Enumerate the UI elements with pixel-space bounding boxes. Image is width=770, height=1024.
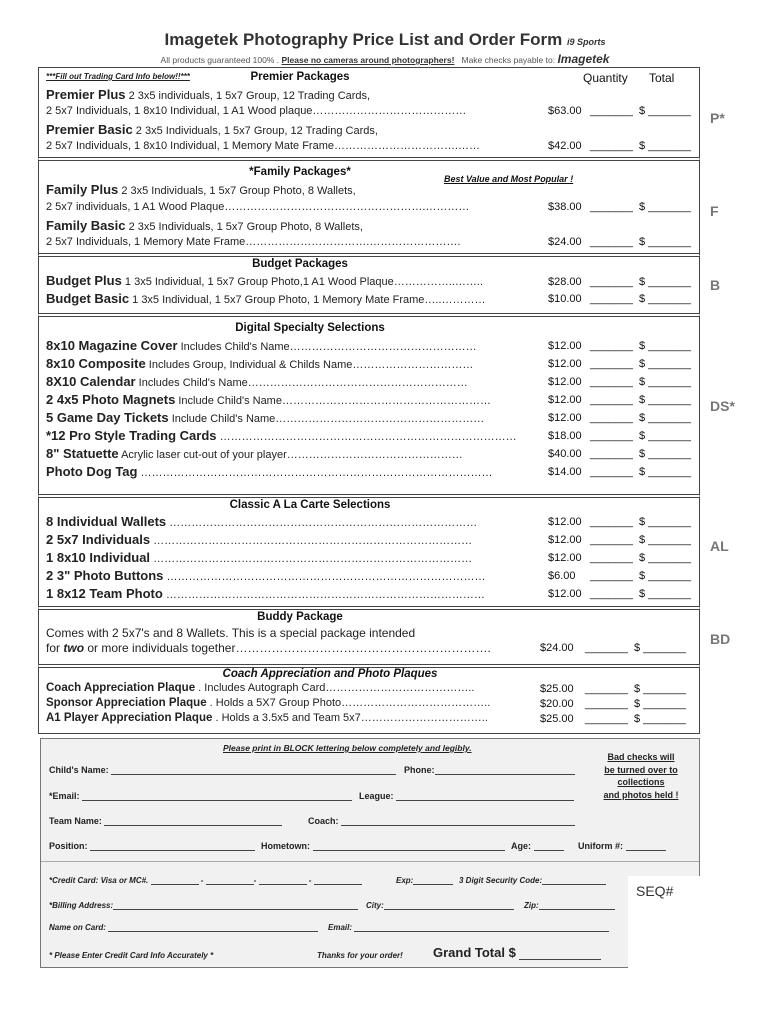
city-field[interactable]: City: <box>366 901 514 910</box>
brand-name: Imagetek <box>557 52 610 66</box>
item-desc: ………………………………………………………………………… <box>169 517 478 529</box>
team-name-field[interactable]: Team Name: <box>49 816 282 826</box>
item-price: $25.00 <box>540 713 574 725</box>
grand-total-field[interactable]: Grand Total $ <box>433 945 601 960</box>
hometown-field[interactable]: Hometown: <box>261 841 505 851</box>
item-price: $12.00 <box>548 516 582 528</box>
family-plus-line2 <box>46 201 469 213</box>
section-code: BD <box>710 631 731 647</box>
item-desc: Acrylic laser cut-out of your player………………………………………… <box>121 449 463 461</box>
coach-field[interactable]: Coach: <box>308 816 575 826</box>
item-price: $63.00 <box>548 105 582 117</box>
item-price: $12.00 <box>548 376 582 388</box>
item-desc: Include Child's Name………………………………………………… <box>171 413 485 425</box>
item-desc: 2 3x5 Individuals, 1 5x7 Group Photo, 8 Wallets, <box>128 221 363 233</box>
item-price: $42.00 <box>548 140 582 152</box>
item-desc: . Includes Autograph Card………………………………….. <box>198 682 475 694</box>
digital-row <box>46 392 546 407</box>
order-blanks[interactable]: _______ $ _______ <box>590 448 691 460</box>
item-desc: Includes Child's Name…………………………………………… <box>180 341 477 353</box>
item-desc: 2 3x5 Individuals, 1 5x7 Group Photo, 8 Wallets, <box>121 185 356 197</box>
title-suffix: i9 Sports <box>566 37 606 47</box>
item-price: $12.00 <box>548 394 582 406</box>
digital-row <box>46 356 546 371</box>
order-blanks[interactable]: _______ $ _______ <box>590 466 691 478</box>
order-blanks[interactable]: _______ $ _______ <box>590 534 691 546</box>
order-info-form <box>40 738 700 968</box>
alacarte-row <box>46 550 546 565</box>
item-name: 8" Statuette <box>46 446 119 461</box>
item-desc: Includes Group, Individual & Childs Name…………………………… <box>148 359 474 371</box>
position-field[interactable]: Position: <box>49 841 255 851</box>
digital-row <box>46 446 546 461</box>
item-name: Family Plus <box>46 182 119 197</box>
premier-basic-line1 <box>46 122 378 137</box>
item-price: $24.00 <box>540 642 574 654</box>
name-on-card-field[interactable]: Name on Card: <box>49 923 318 932</box>
item-price: $12.00 <box>548 412 582 424</box>
budget-heading: Budget Packages <box>252 258 348 270</box>
family-heading: *Family Packages* <box>249 166 351 178</box>
budget-basic-line <box>46 291 486 306</box>
premier-plus-line2 <box>46 105 466 117</box>
item-desc: 1 3x5 Individual, 1 5x7 Group Photo,1 A1 Wood Plaque……………..…….. <box>124 276 484 288</box>
seq-number-box: SEQ# <box>628 876 708 968</box>
item-desc: Includes Child's Name…………………………………………………… <box>138 377 468 389</box>
best-value-tag: Best Value and Most Popular ! <box>444 174 574 184</box>
thanks-note: Thanks for your order! <box>317 951 403 960</box>
childs-name-field[interactable]: Child's Name: <box>49 765 396 775</box>
item-desc: ……………………………………………………………………… <box>219 431 517 443</box>
order-blanks[interactable]: _______ $ _______ <box>585 642 686 654</box>
order-blanks[interactable]: _______ $ _______ <box>590 276 691 288</box>
item-name: Coach Appreciation Plaque <box>46 682 196 694</box>
item-desc: …………………………………………………………………………… <box>165 589 485 601</box>
buddy-desc-line2: for two or more individuals together………………………………………………………. <box>46 641 491 655</box>
item-desc: …………………………………………………………………………… <box>166 571 486 583</box>
item-name: 2 3" Photo Buttons <box>46 568 164 583</box>
item-name: Premier Plus <box>46 87 126 102</box>
payable-text: Make checks payable to: <box>461 55 556 65</box>
item-price: $12.00 <box>548 340 582 352</box>
uniform-field[interactable]: Uniform #: <box>578 841 666 851</box>
order-blanks[interactable]: _______ $ _______ <box>585 713 686 725</box>
family-basic-line2 <box>46 236 460 248</box>
cc-accuracy-note: * Please Enter Credit Card Info Accurately * <box>49 951 214 960</box>
digital-row <box>46 374 546 389</box>
order-blanks[interactable]: _______ $ _______ <box>590 293 691 305</box>
order-blanks[interactable]: _______ $ _______ <box>590 430 691 442</box>
quantity-header: Quantity <box>583 71 628 85</box>
item-price: $28.00 <box>548 276 582 288</box>
item-name: Budget Plus <box>46 273 122 288</box>
item-desc: . Holds a 5X7 Group Photo………………………………….. <box>209 697 491 709</box>
buddy-desc-line1: Comes with 2 5x7's and 8 Wallets. This is a special package intended <box>46 626 416 640</box>
order-blanks[interactable]: _______ $ _______ <box>590 570 691 582</box>
item-desc: 2 5x7 individuals, 1 A1 Wood Plaque……………………………………………….………… <box>46 201 470 213</box>
form-instructions: Please print in BLOCK lettering below completely and legibly. <box>223 743 472 753</box>
item-desc: 1 3x5 Individual, 1 5x7 Group Photo, 1 Memory Mate Frame…..………… <box>132 294 486 306</box>
order-blanks[interactable]: _______ $ _______ <box>590 588 691 600</box>
exp-field[interactable]: Exp: <box>396 876 453 885</box>
alacarte-heading: Classic A La Carte Selections <box>229 499 391 511</box>
order-blanks[interactable]: _______ $ _______ <box>585 683 686 695</box>
guarantee-text: All products guaranteed 100% . <box>160 55 280 65</box>
order-blanks[interactable]: _______ $ _______ <box>590 358 691 370</box>
item-price: $12.00 <box>548 358 582 370</box>
order-blanks[interactable]: _______ $ _______ <box>590 201 691 213</box>
order-blanks[interactable]: _______ $ _______ <box>585 698 686 710</box>
item-name: 5 Game Day Tickets <box>46 410 169 425</box>
page-title <box>0 30 770 50</box>
item-desc: …………………………………………………………………………………… <box>140 467 493 479</box>
league-field[interactable]: League: <box>359 791 574 801</box>
item-name: Sponsor Appreciation Plaque <box>46 697 207 709</box>
digital-row <box>46 338 546 353</box>
item-name: Budget Basic <box>46 291 130 306</box>
section-code: DS* <box>710 398 735 414</box>
item-name: 8x10 Magazine Cover <box>46 338 178 353</box>
section-code: F <box>710 203 719 219</box>
item-desc: 2 5x7 Individuals, 1 Memory Mate Frame…………………………….……………………. <box>46 236 461 248</box>
coach-row <box>46 712 538 724</box>
item-name: 8X10 Calendar <box>46 374 136 389</box>
item-desc: 2 3x5 Individuals, 1 5x7 Group, 12 Trading Cards, <box>135 125 378 137</box>
item-name: 2 4x5 Photo Magnets <box>46 392 176 407</box>
item-name: 1 8x12 Team Photo <box>46 586 163 601</box>
trading-card-note: ***Fill out Trading Card Info below!!*** <box>46 72 190 81</box>
digital-row <box>46 464 546 479</box>
total-header: Total <box>649 71 675 85</box>
coach-heading: Coach Appreciation and Photo Plaques <box>222 668 438 680</box>
section-code: P* <box>710 110 725 126</box>
item-name: *12 Pro Style Trading Cards <box>46 428 217 443</box>
alacarte-row <box>46 514 546 529</box>
budget-plus-line <box>46 273 483 288</box>
buddy-heading: Buddy Package <box>257 611 343 623</box>
digital-row <box>46 410 546 425</box>
family-basic-line1 <box>46 218 363 233</box>
item-price: $12.00 <box>548 552 582 564</box>
item-name: Family Basic <box>46 218 126 233</box>
digital-heading: Digital Specialty Selections <box>235 322 385 334</box>
age-field[interactable]: Age: <box>511 841 564 851</box>
item-name: 8x10 Composite <box>46 356 146 371</box>
subtitle-line <box>0 52 770 66</box>
premier-basic-line2 <box>46 140 480 152</box>
title-text: Imagetek Photography Price List and Order Form <box>164 30 563 49</box>
item-price: $20.00 <box>540 698 574 710</box>
alacarte-row <box>46 532 546 547</box>
item-desc: 2 5x7 Individuals, 1 8x10 Individual, 1 Memory Mate Frame…………………………….…… <box>46 140 481 152</box>
premier-heading: Premier Packages <box>250 71 350 83</box>
item-price: $12.00 <box>548 534 582 546</box>
coach-row <box>46 682 538 694</box>
item-desc: 2 3x5 individuals, 1 5x7 Group, 12 Trading Cards, <box>128 90 371 102</box>
order-blanks[interactable]: _______ $ _______ <box>590 394 691 406</box>
item-price: $18.00 <box>548 430 582 442</box>
no-cameras-text: Please no cameras around photographers! <box>281 55 455 65</box>
item-price: $38.00 <box>548 201 582 213</box>
item-price: $25.00 <box>540 683 574 695</box>
section-code: AL <box>710 538 729 554</box>
order-blanks[interactable]: _______ $ _______ <box>590 412 691 424</box>
alacarte-row <box>46 568 546 583</box>
family-plus-line1 <box>46 182 356 197</box>
order-blanks[interactable]: _______ $ _______ <box>590 105 691 117</box>
credit-card-field[interactable]: *Credit Card: Visa or MC#. - - - <box>49 876 362 885</box>
email2-field[interactable]: Email: <box>328 923 609 932</box>
security-code-field[interactable]: 3 Digit Security Code: <box>459 876 606 885</box>
email-field[interactable]: *Email: <box>49 791 352 801</box>
item-name: 2 5x7 Individuals <box>46 532 151 547</box>
item-desc: . Holds a 3.5x5 and Team 5x7…………………………….. <box>215 712 488 724</box>
phone-field[interactable]: Phone: <box>404 765 575 775</box>
order-blanks[interactable]: _______ $ _______ <box>590 552 691 564</box>
item-name: Premier Basic <box>46 122 133 137</box>
order-blanks[interactable]: _______ $ _______ <box>590 516 691 528</box>
item-name: 1 8x10 Individual <box>46 550 151 565</box>
section-code: B <box>710 277 721 293</box>
order-blanks[interactable]: _______ $ _______ <box>590 236 691 248</box>
item-desc: …………………………………………………………………………… <box>153 553 473 565</box>
zip-field[interactable]: Zip: <box>524 901 615 910</box>
order-blanks[interactable]: _______ $ _______ <box>590 340 691 352</box>
item-desc: …………………………………………………………………………… <box>153 535 473 547</box>
coach-row <box>46 697 538 709</box>
item-price: $14.00 <box>548 466 582 478</box>
alacarte-row <box>46 586 546 601</box>
order-blanks[interactable]: _______ $ _______ <box>590 140 691 152</box>
item-name: Photo Dog Tag <box>46 464 138 479</box>
item-price: $10.00 <box>548 293 582 305</box>
item-name: 8 Individual Wallets <box>46 514 167 529</box>
digital-row <box>46 428 546 443</box>
billing-address-field[interactable]: *Billing Address: <box>49 901 358 910</box>
item-price: $40.00 <box>548 448 582 460</box>
premier-plus-line1 <box>46 87 370 102</box>
item-price: $12.00 <box>548 588 582 600</box>
item-desc: Include Child's Name………………………………………………… <box>178 395 491 407</box>
item-desc: 2 5x7 Individuals, 1 8x10 Individual, 1 A1 Wood plaque…………………………………… <box>46 105 467 117</box>
bad-checks-note: Bad checks will be turned over to collections and photos held ! <box>603 752 679 800</box>
item-name: A1 Player Appreciation Plaque <box>46 712 213 724</box>
order-blanks[interactable]: _______ $ _______ <box>590 376 691 388</box>
item-price: $6.00 <box>548 570 576 582</box>
item-price: $24.00 <box>548 236 582 248</box>
